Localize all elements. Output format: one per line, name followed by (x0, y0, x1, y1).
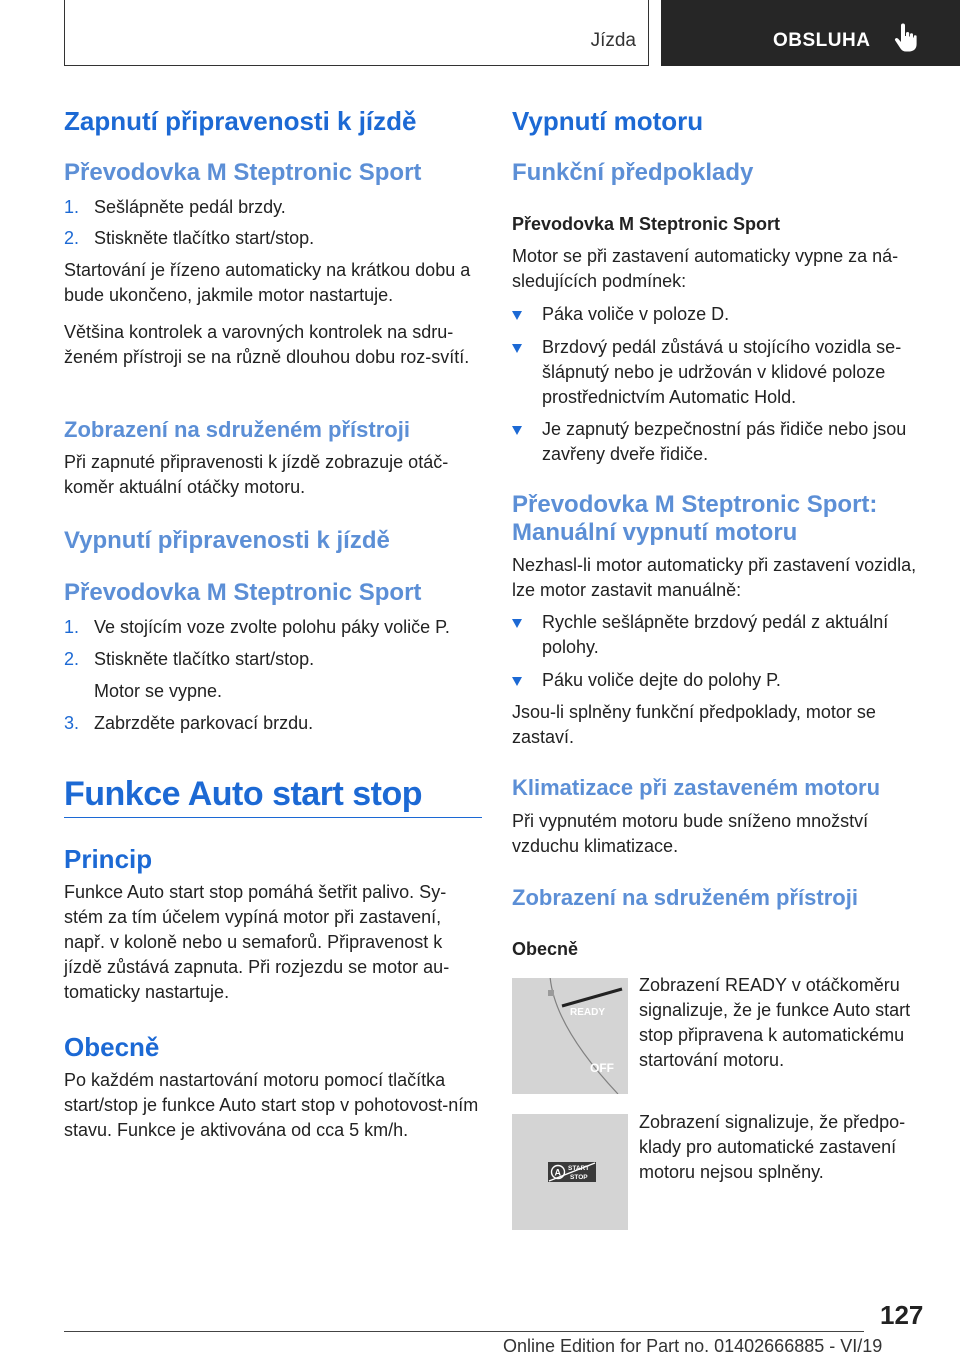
heading-vypnuti-motoru: Vypnutí motoru (512, 106, 704, 136)
heading-vypnuti: Vypnutí připravenosti k jízdě (64, 527, 390, 554)
step-number: 1. (64, 197, 80, 217)
subheading-prevodovka: Převodovka M Steptronic Sport (512, 214, 781, 234)
pointing-hand-icon (893, 22, 919, 54)
triangle-bullet-icon (512, 426, 522, 435)
start-label: START (568, 1165, 590, 1172)
step-text: Sešlápněte pedál brzdy. (94, 197, 286, 217)
ready-image-background (512, 978, 628, 1094)
header-section-box (64, 0, 649, 66)
header-chapter-tab (661, 0, 960, 66)
inactive-image-caption: Zobrazení signalizuje, že předpo‐klady pro automatické zastavení motoru nejsou splněny. (639, 1112, 906, 1182)
off-label: OFF (590, 1061, 614, 1075)
step-result-text: Motor se vypne. (94, 681, 223, 701)
triangle-bullet-icon (512, 344, 522, 353)
step-number: 1. (64, 617, 80, 637)
paragraph-klimatizace: Při vypnutém motoru bude sníženo množství vzduchu klimatizace. (512, 811, 869, 856)
step-text: Ve stojícím voze zvolte polohu páky voliče P. (94, 617, 450, 637)
ready-label: READY (570, 1007, 606, 1018)
stop-label: STOP (570, 1174, 588, 1181)
paragraph-nezhasl: Nezhasl-li motor automaticky při zastavení vozidla, lze motor zastavit manuálně: (512, 555, 917, 600)
bullet-text: Je zapnutý bezpečnostní pás řidiče nebo jsou zavřeny dveře řidiče. (542, 419, 907, 464)
ready-image-caption: Zobrazení READY v otáčkoměru signalizuje, že je funkce Auto start stop připravena k automatickému startování motoru. (639, 975, 911, 1070)
step-text: Zabrzděte parkovací brzdu. (94, 713, 314, 733)
heading-prevodovka-2: Převodovka M Steptronic Sport (64, 579, 422, 606)
tachometer-mark (548, 990, 554, 996)
paragraph-princip: Funkce Auto start stop pomáhá šetřit palivo. Sy‐stém za tím účelem vypíná motor při zastavení, např. v koloně nebo u semaforů. Připravenost k jízdě zůstává zapnuta. Při rozjezdu se motor au‐tomaticky nastartuje. (64, 882, 450, 1002)
steps-list-1 (64, 195, 482, 255)
triangle-bullet-icon (512, 677, 522, 686)
bullet-text: Páku voliče dejte do polohy P. (542, 670, 781, 690)
heading-prevodovka-1: Převodovka M Steptronic Sport (64, 159, 422, 186)
heading-obecne-left: Obecně (64, 1032, 160, 1062)
steps-list-2 (64, 615, 482, 740)
step-number: 2. (64, 649, 80, 669)
heading-manualni-vypnuti: Převodovka M Steptronic Sport: Manuální vypnutí motoru (512, 491, 878, 546)
triangle-bullet-icon (512, 311, 522, 320)
paragraph-startovani: Startování je řízeno automaticky na krátkou dobu a bude ukončeno, jakmile motor nastartuje. (64, 260, 471, 305)
step-text: Stiskněte tlačítko start/stop. (94, 228, 315, 248)
heading-zapnuti: Zapnutí připravenosti k jízdě (64, 106, 417, 136)
step-number: 2. (64, 228, 80, 248)
paragraph-zobrazeni: Při zapnuté připravenosti k jízdě zobrazuje otáč‐koměr aktuální otáčky motoru. (64, 452, 449, 497)
bullet-list-2 (512, 610, 932, 700)
svg-text:A: A (554, 1167, 561, 1178)
page-number: 127 (880, 1300, 924, 1330)
footer-edition: Online Edition for Part no. 01402666885 - VI/19 (503, 1336, 883, 1356)
heading-princip: Princip (64, 844, 153, 874)
bullet-text: Brzdový pedál zůstává u stojícího vozidla se‐šlápnutý nebo je udržován v klidové poloze prostřednictvím Automatic Hold. (542, 337, 902, 407)
header-section-title: Jízda (590, 30, 636, 51)
bullet-text: Páka voliče v poloze D. (542, 304, 730, 324)
ready-indicator-image (512, 978, 628, 1094)
heading-zobrazeni-right: Zobrazení na sdruženém přístroji (512, 885, 858, 910)
bullet-text: Rychle sešlápněte brzdový pedál z aktuální polohy. (542, 612, 889, 657)
paragraph-vetsina: Většina kontrolek a varovných kontrolek na sdru‐ženém přístroji se na různě dlouhou dobu roz‐svítí. (64, 322, 470, 367)
paragraph-jsouli: Jsou-li splněny funkční předpoklady, motor se zastaví. (512, 702, 876, 747)
heading-underline (64, 817, 482, 818)
step-number: 3. (64, 713, 80, 733)
footer-rule (64, 1331, 864, 1332)
auto-start-stop-inactive-image (512, 1114, 628, 1230)
heading-klimatizace: Klimatizace při zastaveném motoru (512, 775, 881, 800)
paragraph-motor-conditions: Motor se při zastavení automaticky vypne za ná‐sledujících podmínek: (512, 246, 899, 291)
triangle-bullet-icon (512, 619, 522, 628)
header-chapter-title: OBSLUHA (773, 30, 871, 51)
paragraph-obecne: Po každém nastartování motoru pomocí tlačítka start/stop je funkce Auto start stop v pohotovost‐ním stavu. Funkce je aktivována od cca 5 km/h. (64, 1070, 479, 1140)
bullet-list-1 (512, 302, 932, 467)
step-text: Stiskněte tlačítko start/stop. (94, 649, 315, 669)
heading-zobrazeni-left: Zobrazení na sdruženém přístroji (64, 417, 410, 442)
heading-funkcni-predpoklady: Funkční předpoklady (512, 159, 754, 186)
subheading-obecne: Obecně (512, 939, 579, 959)
heading-funkce-auto-start-stop: Funkce Auto start stop (64, 775, 422, 813)
